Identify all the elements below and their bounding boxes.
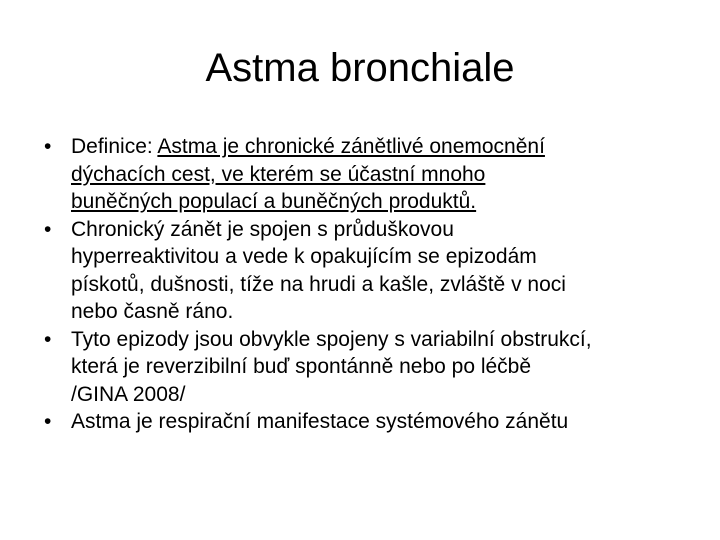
- definition-line-2: dýchacích cest, ve kterém se účastní mnoho: [71, 162, 486, 186]
- episodes-line-2: která je reverzibilní buď spontánně nebo po léčbě: [71, 355, 532, 378]
- bullet-item-definition: [44, 133, 694, 216]
- chronic-line-2: hyperreaktivitou a vede k opakujícím se epizodám: [71, 245, 537, 268]
- definition-line-3: buněčných populací a buněčných produktů.: [71, 190, 477, 213]
- bullet-dot-icon: •: [44, 217, 52, 241]
- definition-label: Definice:: [71, 135, 158, 158]
- episodes-line-3: /GINA 2008/: [71, 382, 186, 406]
- bullet-list: [44, 133, 694, 436]
- chronic-line-1: Chronický zánět je spojen s průduškovou: [71, 217, 454, 241]
- bullet-item-systemic: [44, 408, 694, 436]
- bullet-dot-icon: •: [44, 410, 52, 433]
- chronic-line-3: pískotů, dušnosti, tíže na hrudi a kašle, zvláště v noci: [71, 272, 566, 296]
- bullet-dot-icon: •: [44, 327, 52, 351]
- definition-line-1: [71, 133, 694, 161]
- bullet-dot-icon: •: [44, 135, 52, 158]
- episodes-line-1: Tyto epizody jsou obvykle spojeny s variabilní obstrukcí,: [71, 327, 592, 351]
- bullet-item-episodes: [44, 326, 694, 409]
- bullet-item-chronic-inflammation: [44, 216, 694, 326]
- systemic-line-1: Astma je respirační manifestace systémového zánětu: [71, 410, 569, 433]
- definition-text-underlined: Astma je chronické zánětlivé onemocnění: [157, 135, 545, 158]
- slide-title: Astma bronchiale: [205, 46, 515, 90]
- chronic-line-4: nebo časně ráno.: [71, 300, 234, 323]
